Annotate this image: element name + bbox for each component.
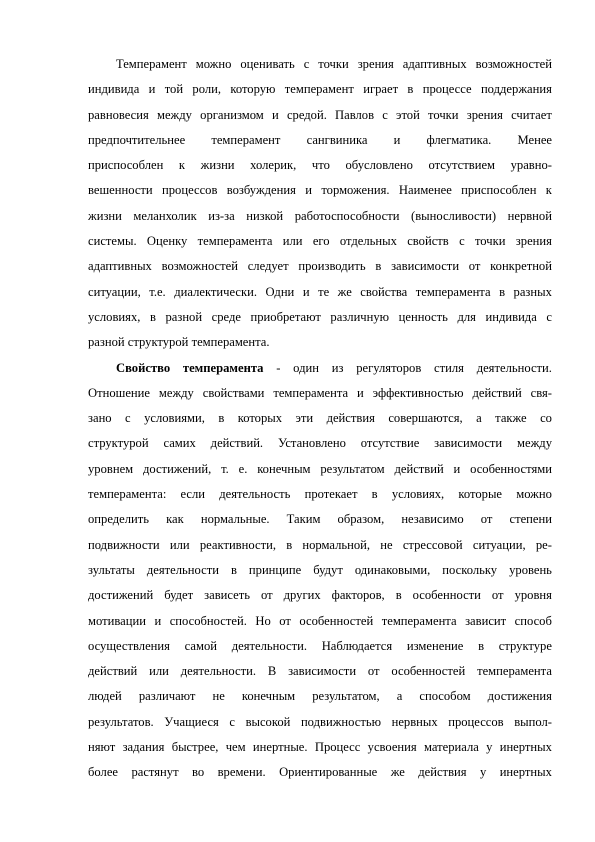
word: результатом,	[312, 689, 380, 704]
word: высокой	[245, 714, 291, 729]
word: мотивации	[88, 613, 146, 628]
word: а	[396, 689, 403, 704]
word: способностей.	[169, 613, 247, 628]
word: можно	[516, 487, 552, 502]
text-line	[88, 431, 552, 456]
word: процессов	[162, 183, 218, 198]
word: различают	[138, 689, 196, 704]
word: и	[302, 284, 310, 299]
word: возбуждения	[226, 183, 296, 198]
word: у	[479, 765, 487, 780]
word: конкретной	[490, 259, 552, 274]
word: в	[218, 411, 225, 426]
word: подвижности	[88, 537, 160, 552]
word: выпол-	[514, 714, 552, 729]
text-line	[88, 634, 552, 659]
word: будет	[164, 588, 194, 603]
word: отсутствие	[360, 436, 420, 451]
word: темперамента	[182, 360, 264, 375]
text-line	[88, 103, 552, 128]
word: степени	[509, 512, 552, 527]
word: Одни	[265, 284, 295, 299]
word: -	[276, 360, 281, 375]
word: ценность	[398, 309, 448, 324]
word: что	[311, 158, 330, 173]
word: работоспособности	[294, 208, 400, 223]
word: свойства	[360, 284, 408, 299]
word: конечным	[257, 461, 311, 476]
word: разных	[513, 284, 552, 299]
word: усвоения	[367, 740, 417, 755]
word: среде	[211, 309, 241, 324]
word: структурой	[127, 335, 189, 350]
word: один	[293, 360, 319, 375]
word: или	[149, 664, 169, 679]
word: самих	[163, 436, 196, 451]
word: с	[303, 57, 310, 71]
word: играет	[363, 82, 399, 97]
word: свойств	[407, 234, 449, 249]
word: меланхолик	[133, 208, 197, 223]
word: из	[331, 360, 344, 375]
word: и	[453, 461, 461, 476]
word: независимо	[401, 512, 464, 527]
word: в	[407, 82, 414, 97]
word: протекает	[304, 487, 358, 502]
word: зависеть	[204, 588, 250, 603]
word: быстрее,	[171, 740, 219, 755]
word: структуре	[498, 638, 552, 653]
word: же	[390, 765, 405, 780]
text-line	[88, 381, 552, 406]
word: и	[148, 82, 156, 97]
word: достижений	[88, 588, 154, 603]
word: нормальной,	[302, 537, 371, 552]
word: в	[230, 562, 237, 577]
word: приобретают	[250, 309, 321, 324]
word: няют	[88, 740, 116, 755]
word: вешенности	[88, 183, 153, 198]
word: или	[282, 234, 303, 249]
word: инертные.	[252, 740, 308, 755]
word: В	[267, 664, 277, 679]
word: отдельных	[339, 234, 397, 249]
text-line	[88, 280, 552, 305]
word: из-за	[208, 208, 235, 223]
word: между	[156, 107, 192, 122]
word: конечным	[241, 689, 296, 704]
word: адаптивных	[88, 259, 152, 274]
word: темперамент	[284, 82, 354, 97]
word: нормальные.	[200, 512, 270, 527]
text-line	[88, 229, 552, 254]
word: не	[212, 689, 225, 704]
word: способом	[419, 689, 471, 704]
word: в	[478, 638, 485, 653]
word: к	[545, 183, 552, 198]
word: результатом	[320, 461, 385, 476]
word: зрения	[515, 234, 552, 249]
word: его	[312, 234, 330, 249]
text-line	[88, 330, 552, 355]
word: самой	[184, 638, 218, 653]
word: Ориентированные	[279, 765, 378, 780]
word: точки	[318, 57, 349, 71]
word: в	[395, 588, 402, 603]
word: в	[499, 284, 506, 299]
word: не	[380, 537, 393, 552]
word: е.	[238, 461, 248, 476]
text-line	[88, 609, 552, 634]
text-line	[88, 735, 552, 760]
word: эти	[295, 411, 314, 426]
word: деятельности.	[180, 664, 256, 679]
word: зультаты	[88, 562, 135, 577]
word: Свойство	[116, 360, 171, 375]
word: поскольку	[442, 562, 498, 577]
word: приспособлен	[88, 158, 164, 173]
word: деятельность	[219, 487, 291, 502]
word: определить	[88, 512, 150, 527]
word: которую	[230, 82, 276, 97]
word: сангвиника	[306, 132, 368, 147]
word: ре-	[535, 537, 552, 552]
word: индивида	[88, 82, 140, 97]
word: в	[149, 309, 156, 324]
word: этой	[396, 107, 420, 122]
word: особенности	[412, 588, 481, 603]
word: Установлено	[277, 436, 346, 451]
word: будут	[313, 562, 343, 577]
word: инертных	[499, 740, 552, 755]
word: точки	[474, 234, 506, 249]
word: факторов,	[331, 588, 385, 603]
word: с	[546, 309, 552, 324]
word: инертных	[499, 765, 552, 780]
word: действия	[326, 411, 375, 426]
word: регуляторов	[356, 360, 422, 375]
word: как	[166, 512, 184, 527]
word: Но	[255, 613, 271, 628]
word: в	[375, 259, 382, 274]
word: чем	[225, 740, 246, 755]
word: достижений,	[142, 461, 212, 476]
word: отсутствием	[428, 158, 496, 173]
word: также	[495, 411, 527, 426]
word: холерик,	[250, 158, 297, 173]
word: низкой	[246, 208, 284, 223]
word: уровня	[514, 588, 552, 603]
text-line	[88, 153, 552, 178]
word: жизни	[88, 208, 122, 223]
word: зависимости	[391, 259, 460, 274]
word: темперамента	[273, 385, 349, 400]
word: предпочтительнее	[88, 132, 186, 147]
word: деятельности	[146, 562, 219, 577]
word: людей	[88, 689, 122, 704]
word: процессов	[448, 714, 504, 729]
word: зависимости	[288, 664, 357, 679]
word: материала	[423, 740, 479, 755]
word: зано	[88, 411, 112, 426]
word: свойствами	[202, 385, 265, 400]
word: темперамента:	[88, 487, 167, 502]
word: между	[517, 436, 552, 451]
word: приспособлен	[461, 183, 537, 198]
word: от	[260, 588, 273, 603]
word: и	[393, 132, 401, 147]
word: особенностей	[391, 664, 466, 679]
word: можно	[195, 57, 232, 71]
word: и	[154, 613, 162, 628]
text-line	[88, 457, 552, 482]
text-line	[88, 254, 552, 279]
word: а	[476, 411, 482, 426]
word: разной	[88, 335, 125, 350]
word: темперамент	[211, 132, 281, 147]
word: с	[459, 234, 465, 249]
word: Учащиеся	[164, 714, 219, 729]
word: если	[180, 487, 206, 502]
word: одинаковыми,	[354, 562, 431, 577]
word: и	[271, 107, 279, 122]
word: от	[279, 613, 291, 628]
text-line	[88, 77, 552, 102]
word: уравно-	[510, 158, 552, 173]
word: условиях,	[88, 309, 141, 324]
word: нервной	[507, 208, 552, 223]
word: времени.	[217, 765, 266, 780]
word: условиями,	[144, 411, 205, 426]
text-line	[88, 507, 552, 532]
text-line	[88, 684, 552, 709]
word: особенностей	[299, 613, 374, 628]
word: равновесия	[88, 107, 149, 122]
word: действий	[88, 664, 138, 679]
word: те	[318, 284, 330, 299]
word: Темперамент	[116, 57, 187, 71]
word: оценивать	[240, 57, 295, 71]
word: совершаются,	[388, 411, 463, 426]
word: следует	[247, 259, 289, 274]
text-line	[88, 406, 552, 431]
word: для	[457, 309, 476, 324]
document-body	[88, 52, 552, 786]
text-line	[88, 178, 552, 203]
word: и	[305, 183, 312, 198]
word: т.	[221, 461, 229, 476]
word: той	[164, 82, 184, 97]
word: Таким	[286, 512, 321, 527]
word: в	[371, 487, 378, 502]
word: (выносливости)	[411, 208, 497, 223]
word: с	[229, 714, 235, 729]
word: торможения.	[321, 183, 390, 198]
word: зрения	[466, 107, 503, 122]
word: стиля	[434, 360, 464, 375]
word: индивида	[485, 309, 537, 324]
text-line	[88, 558, 552, 583]
word: зрения	[357, 57, 394, 71]
word: между	[158, 385, 194, 400]
word: системы.	[88, 234, 137, 249]
word: жизни	[200, 158, 235, 173]
word: подвижностью	[300, 714, 382, 729]
word: темперамента	[197, 234, 273, 249]
word: достижения	[487, 689, 552, 704]
text-line	[88, 583, 552, 608]
text-line	[88, 128, 552, 153]
word: обусловлено	[345, 158, 413, 173]
word: деятельности.	[476, 360, 552, 375]
word: Павлов	[335, 107, 375, 122]
text-line	[88, 533, 552, 558]
word: Отношение	[88, 385, 150, 400]
word: действий	[472, 385, 522, 400]
word: более	[88, 765, 119, 780]
word: особенностями	[470, 461, 552, 476]
word: адаптивных	[402, 57, 467, 71]
word: роли,	[192, 82, 222, 97]
word: с	[382, 107, 388, 122]
word: Наблюдается	[321, 638, 393, 653]
word: действий	[394, 461, 444, 476]
word: нервных	[391, 714, 438, 729]
word: с	[125, 411, 131, 426]
word: эффективностью	[372, 385, 464, 400]
word: изменение	[406, 638, 464, 653]
word: способ	[514, 613, 552, 628]
word: диалектически.	[174, 284, 257, 299]
word: которых	[237, 411, 283, 426]
word: структурой	[88, 436, 149, 451]
word: средой.	[286, 107, 327, 122]
word: во	[192, 765, 205, 780]
word: производить	[298, 259, 366, 274]
word: темперамента	[381, 613, 457, 628]
word: ситуации,	[472, 537, 526, 552]
word: зависимости	[434, 436, 503, 451]
word: от	[468, 259, 481, 274]
word: Процесс	[314, 740, 361, 755]
word: поддержания	[480, 82, 552, 97]
word: от	[491, 588, 504, 603]
word: которые	[458, 487, 503, 502]
word: растянут	[131, 765, 179, 780]
word: со	[540, 411, 552, 426]
word: в	[286, 537, 293, 552]
text-line	[88, 356, 552, 381]
word: действия	[418, 765, 467, 780]
word: и	[357, 385, 364, 400]
word: т.е.	[149, 284, 166, 299]
word: уровень	[509, 562, 552, 577]
word: темперамента	[415, 284, 491, 299]
text-line	[88, 710, 552, 735]
word: осуществления	[88, 638, 170, 653]
text-line	[88, 482, 552, 507]
word: реактивности,	[199, 537, 276, 552]
word: разной	[165, 309, 203, 324]
word: точки	[428, 107, 459, 122]
word: стрессовой	[402, 537, 463, 552]
word: от	[367, 664, 380, 679]
word: уровнем	[88, 461, 134, 476]
word: возможностей	[475, 57, 552, 71]
word: темперамента.	[191, 335, 270, 350]
word: других	[283, 588, 321, 603]
word: зависит	[465, 613, 507, 628]
word: деятельности.	[231, 638, 307, 653]
word: организмом	[200, 107, 264, 122]
text-line	[88, 204, 552, 229]
word: образом,	[337, 512, 385, 527]
word: результатов.	[88, 714, 154, 729]
word: Менее	[517, 132, 552, 147]
word: у	[486, 740, 493, 755]
word: различную	[330, 309, 390, 324]
word: же	[337, 284, 352, 299]
word: возможностей	[161, 259, 238, 274]
word: принципе	[248, 562, 302, 577]
word: Оценку	[146, 234, 188, 249]
text-line	[88, 760, 552, 785]
word: или	[169, 537, 190, 552]
word: считает	[511, 107, 552, 122]
word: темперамента	[477, 664, 552, 679]
word: флегматика.	[426, 132, 492, 147]
word: процессе	[422, 82, 472, 97]
text-line	[88, 52, 552, 77]
word: от	[480, 512, 493, 527]
word: действий.	[210, 436, 264, 451]
word: условиях,	[391, 487, 445, 502]
text-line	[88, 305, 552, 330]
word: ситуации,	[88, 284, 141, 299]
word: свя-	[530, 385, 552, 400]
text-line	[88, 659, 552, 684]
word: Наименее	[398, 183, 452, 198]
word: к	[178, 158, 186, 173]
word: задания	[122, 740, 165, 755]
